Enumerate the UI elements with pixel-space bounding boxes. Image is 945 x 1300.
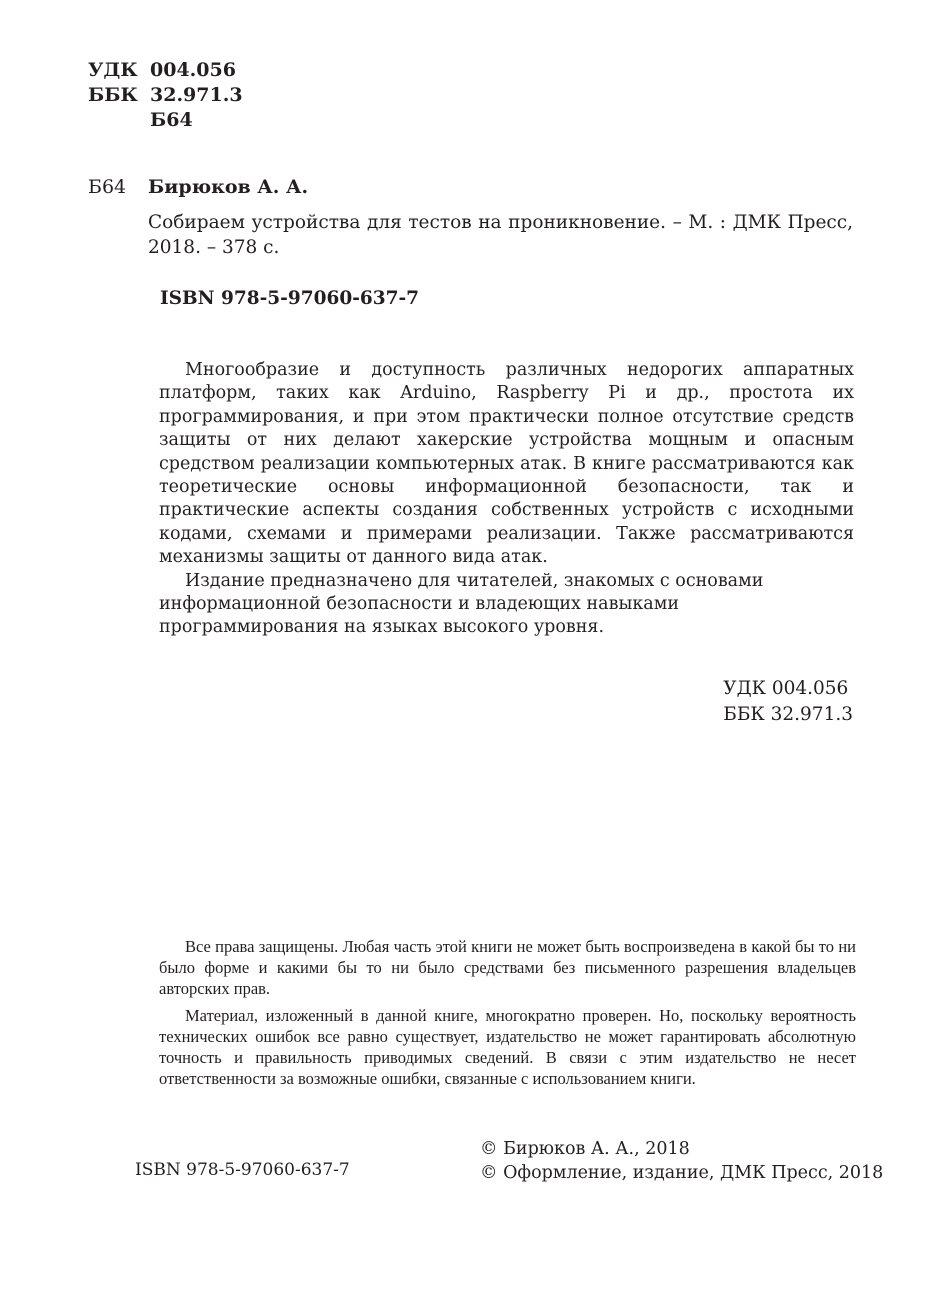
author-mark: Б64 (150, 109, 193, 131)
entry-isbn: ISBN 978-5-97060-637-7 (160, 288, 420, 309)
udk-right: УДК 004.056 (723, 678, 849, 699)
bbk-value: 32.971.3 (150, 84, 243, 106)
classification-block (88, 58, 243, 133)
rights-notice: Все права защищены. Любая часть этой книги не может быть воспроизведена в какой бы то ни было форме и какими бы то ни было средствами без письменного разрешения владельцев авторских прав. (159, 937, 856, 998)
entry-description: Собираем устройства для тестов на проникновение. – М. : ДМК Пресс, 2018. – 378 с. (148, 212, 853, 258)
annotation-paragraph-2: Издание предназначено для читателей, знакомых с основами информационной безопасности и владеющих навыками программирования на языках высокого уровня. (159, 570, 764, 638)
udk-label: УДК (88, 59, 138, 81)
bbk-row (88, 83, 243, 108)
udk-row (88, 58, 243, 83)
entry-code: Б64 (88, 176, 127, 198)
annotation-paragraph-1: Многообразие и доступность различных недорогих аппаратных платформ, таких как Arduino, Raspberry Pi и др., простота их программирования, и при этом практически полное отсутствие средств защиты от них делают хакерские устройства мощным и опасным средством реализации компьютерных атак. В книге рассматриваются как теоретические основы информационной безопасности, так и практические аспекты создания собственных устройств с исходными кодами, схемами и примерами реализации. Также рассматриваются механизмы защиты от данного вида атак. (159, 360, 854, 568)
copyright-block (480, 1137, 883, 1185)
bbk-right: ББК 32.971.3 (723, 704, 853, 725)
bbk-label: ББК (88, 84, 138, 106)
classification-right (723, 676, 853, 728)
annotation (159, 359, 854, 640)
legal-notice (159, 936, 856, 1095)
copyright-author: © Бирюков А. А., 2018 (480, 1139, 690, 1159)
entry-author: Бирюков А. А. (148, 176, 309, 198)
disclaimer-notice: Материал, изложенный в данной книге, многократно проверен. Но, поскольку вероятность технических ошибок все равно существует, издательство не может гарантировать абсолютную точность и правильность приводимых сведений. В связи с этим издательство не несет ответственности за возможные ошибки, связанные с использованием книги. (159, 1006, 856, 1088)
copyright-publisher: © Оформление, издание, ДМК Пресс, 2018 (480, 1163, 884, 1183)
udk-value: 004.056 (150, 59, 236, 81)
author-mark-row (88, 108, 243, 133)
footer-isbn: ISBN 978-5-97060-637-7 (135, 1160, 350, 1180)
